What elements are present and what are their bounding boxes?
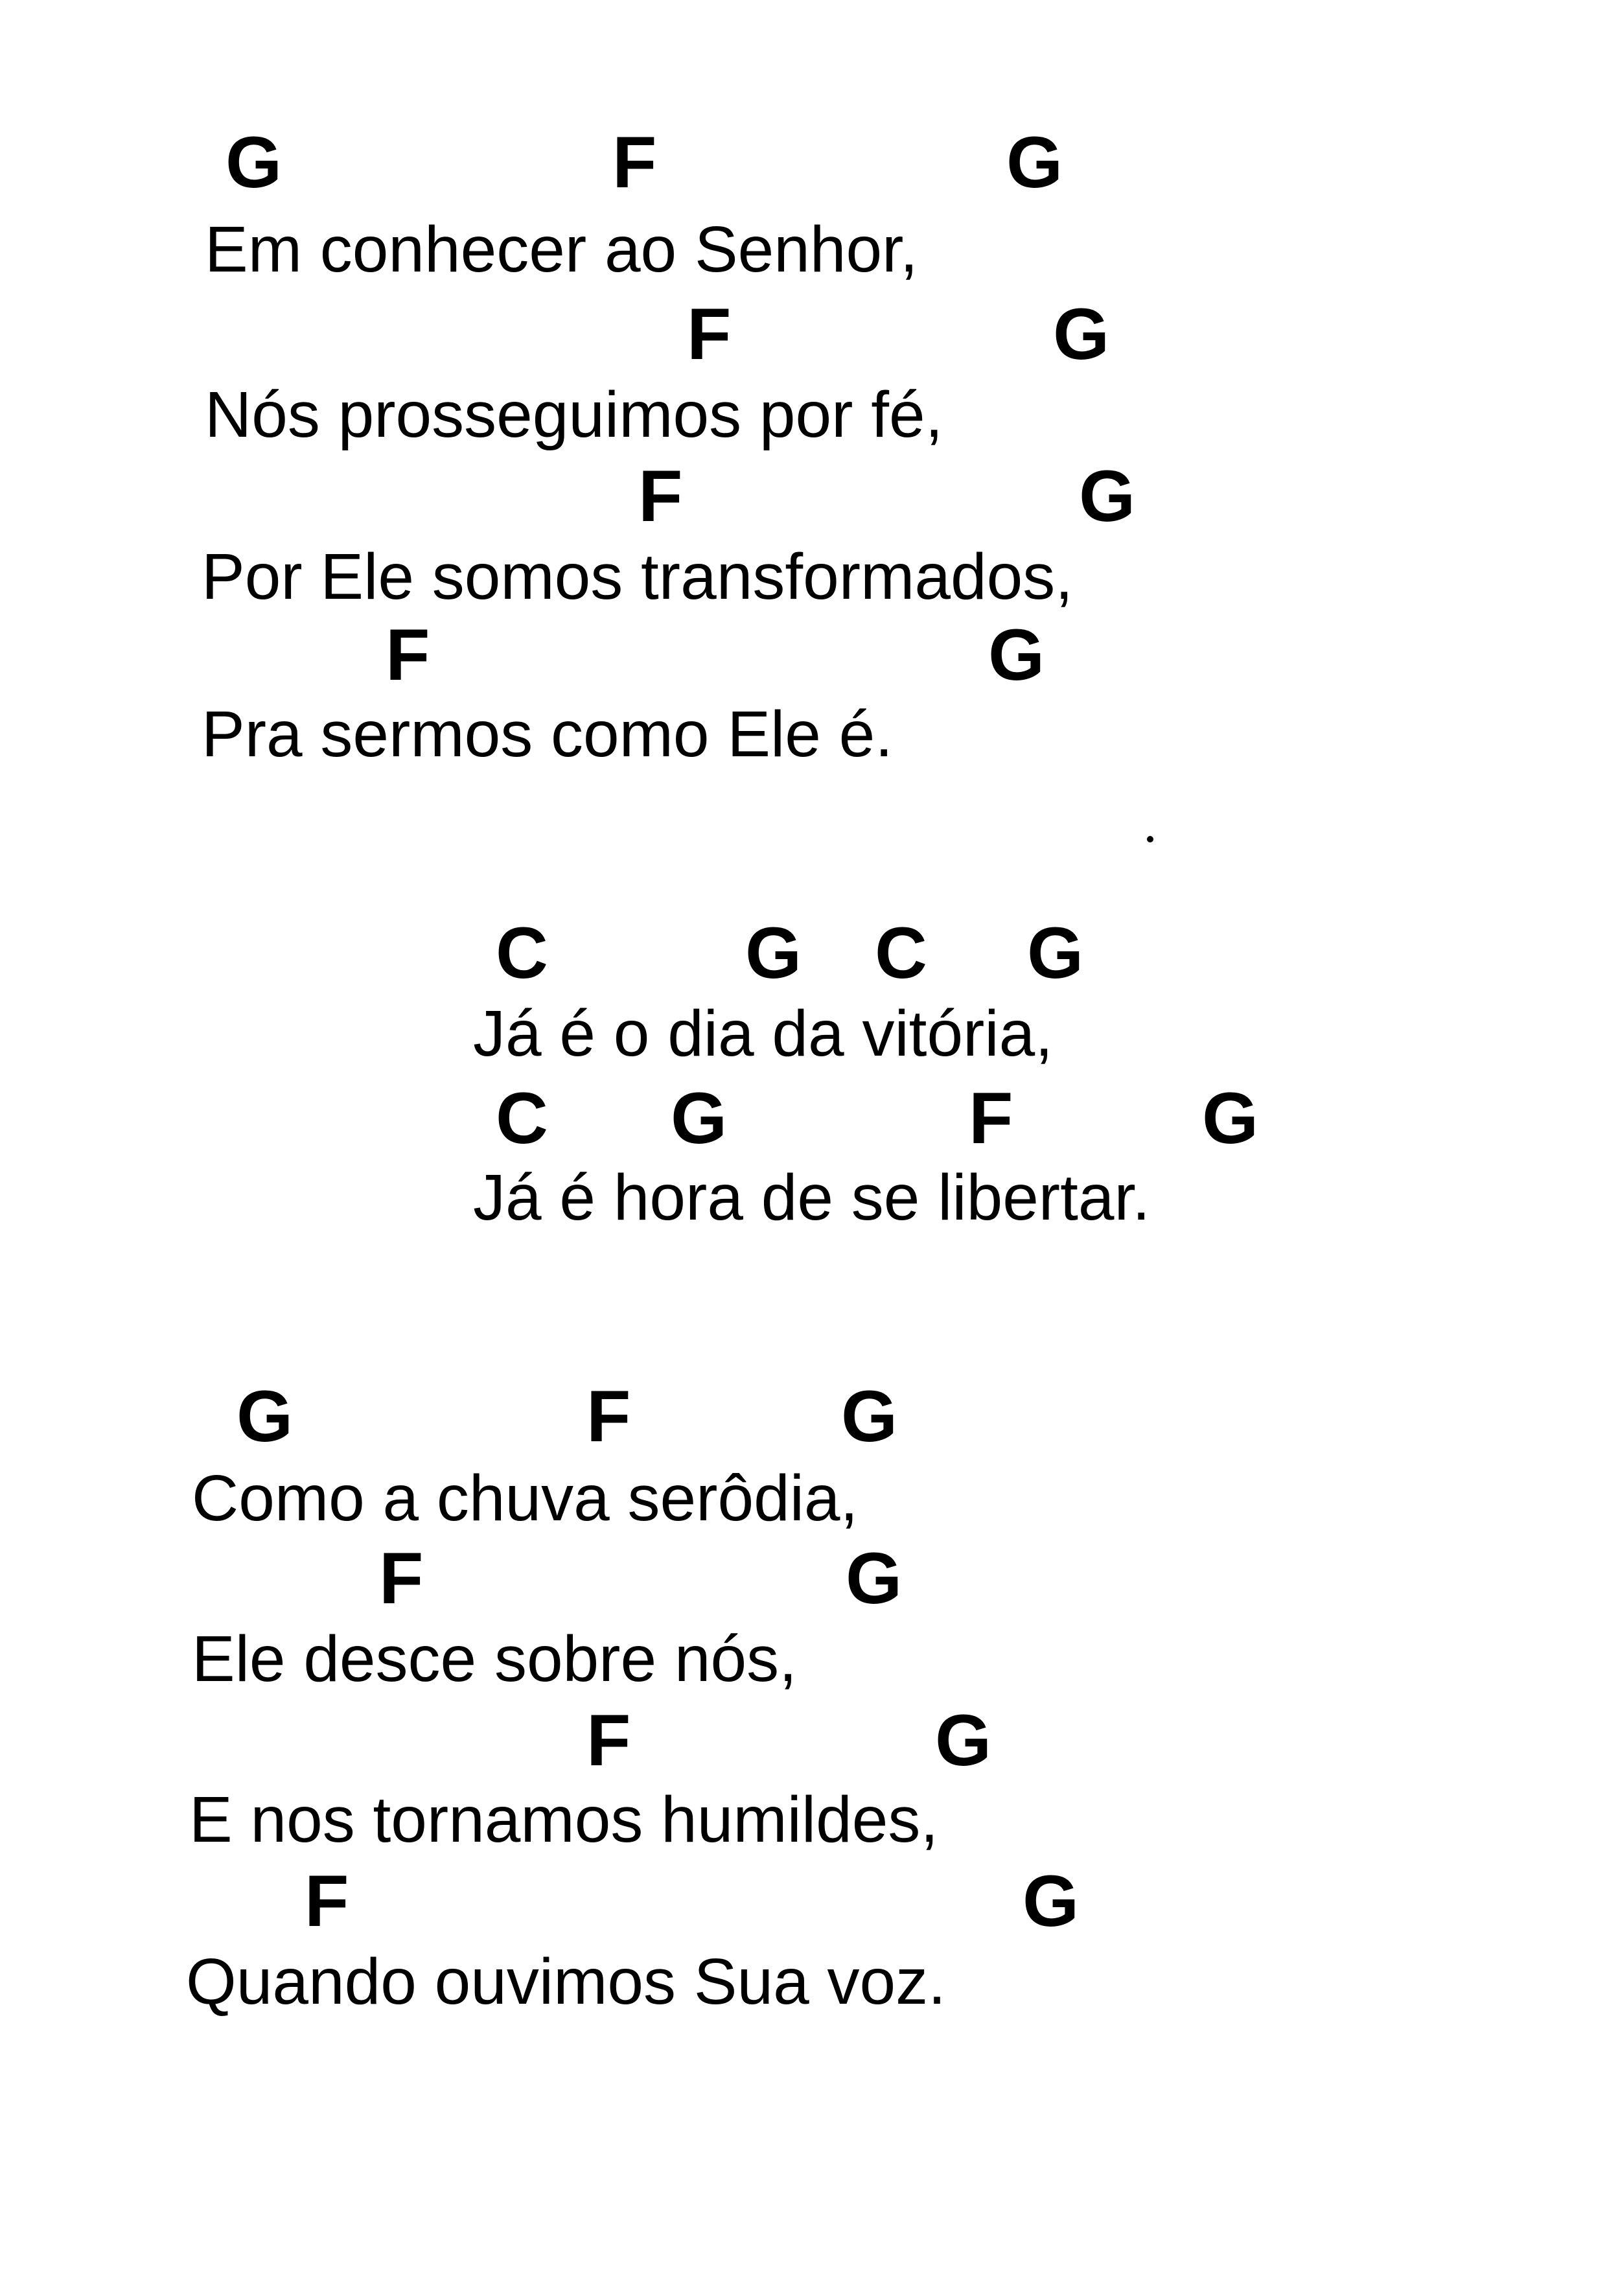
chord: F	[687, 294, 732, 375]
chord: G	[1006, 122, 1063, 203]
chord: G	[237, 1376, 294, 1457]
chord: G	[1079, 456, 1136, 537]
lyric-line: Por Ele somos transformados,	[202, 540, 1073, 613]
chord: G	[1053, 294, 1110, 375]
chord: C	[875, 912, 927, 993]
chord: G	[1023, 1861, 1080, 1942]
chord: G	[841, 1376, 898, 1457]
chord: F	[586, 1376, 631, 1457]
chord: F	[638, 456, 683, 537]
lyric-line: Em conhecer ao Senhor,	[205, 213, 918, 286]
chord: G	[935, 1700, 992, 1781]
chord: F	[379, 1538, 424, 1619]
chord: F	[305, 1861, 349, 1942]
chord: G	[225, 122, 283, 203]
chord: F	[612, 122, 657, 203]
lyric-line: Quando ouvimos Sua voz.	[186, 1945, 946, 2018]
chord: F	[586, 1700, 631, 1781]
chord: F	[386, 614, 430, 695]
chord: G	[1202, 1078, 1259, 1159]
chord: G	[745, 912, 802, 993]
lyric-line: Nós prosseguimos por fé,	[205, 378, 943, 451]
chord: G	[846, 1538, 903, 1619]
chord: G	[671, 1078, 728, 1159]
chord: F	[969, 1078, 1013, 1159]
chord: C	[496, 912, 548, 993]
lyric-line: Como a chuva serôdia,	[192, 1462, 859, 1535]
chord: G	[1027, 912, 1084, 993]
chord: C	[496, 1078, 548, 1159]
lyric-line: Já é hora de se libertar.	[473, 1161, 1151, 1234]
lyric-line: Ele desce sobre nós,	[192, 1623, 797, 1695]
stray-dot	[1147, 836, 1153, 842]
chord: G	[988, 614, 1045, 695]
lyric-line: E nos tornamos humildes,	[189, 1783, 939, 1856]
lyric-line: Já é o dia da vitória,	[473, 997, 1053, 1070]
lyric-line: Pra sermos como Ele é.	[202, 698, 894, 771]
